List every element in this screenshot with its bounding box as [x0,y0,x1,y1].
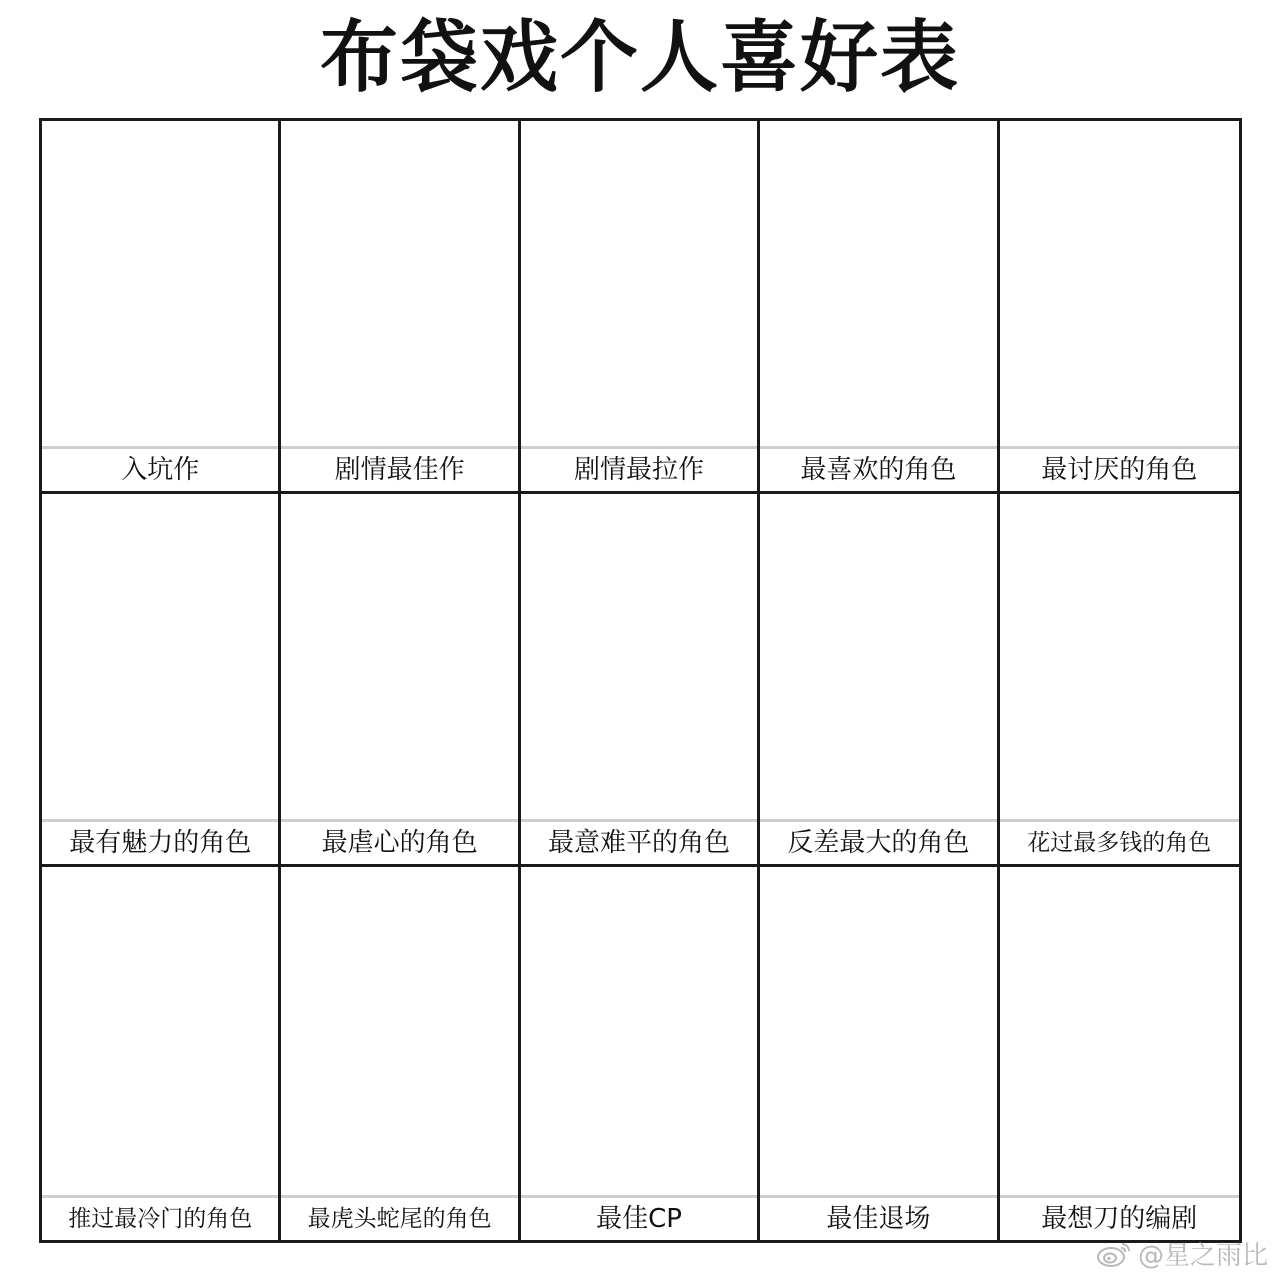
cell-image-area[interactable] [42,867,278,1195]
grid-cell[interactable] [42,121,281,494]
cell-image-area[interactable] [42,121,278,446]
watermark-text: @星之雨比 [1137,1241,1268,1271]
cell-image-area[interactable] [521,494,757,819]
grid-cell[interactable] [1000,121,1239,494]
cell-label: 最意难平的角色 [521,819,757,864]
cell-image-area[interactable] [281,867,517,1195]
cell-image-area[interactable] [760,867,996,1195]
cell-image-area[interactable] [281,494,517,819]
cell-label: 最佳CP [521,1195,757,1240]
cell-image-area[interactable] [281,121,517,446]
grid-cell[interactable] [521,867,760,1240]
cell-label: 最佳退场 [760,1195,996,1240]
cell-label: 最讨厌的角色 [1000,446,1239,491]
cell-image-area[interactable] [1000,494,1239,819]
grid-cell[interactable] [42,867,281,1240]
grid-cell[interactable] [521,494,760,867]
grid-cell[interactable] [1000,494,1239,867]
cell-label: 剧情最拉作 [521,446,757,491]
cell-image-area[interactable] [760,494,996,819]
page-title: 布袋戏个人喜好表 [319,13,960,103]
cell-label: 剧情最佳作 [281,446,517,491]
cell-image-area[interactable] [760,121,996,446]
grid-cell[interactable] [281,121,520,494]
cell-image-area[interactable] [1000,121,1239,446]
cell-label: 反差最大的角色 [760,819,996,864]
grid-cell[interactable] [1000,867,1239,1240]
grid-cell[interactable] [281,867,520,1240]
weibo-icon [1096,1240,1132,1268]
grid-cell[interactable] [760,494,999,867]
cell-image-area[interactable] [521,867,757,1195]
cell-label: 推过最冷门的角色 [42,1195,278,1240]
cell-label: 最想刀的编剧 [1000,1195,1239,1240]
cell-label: 最喜欢的角色 [760,446,996,491]
grid-cell[interactable] [760,121,999,494]
cell-label: 入坑作 [42,446,278,491]
cell-label: 最有魅力的角色 [42,819,278,864]
watermark [1096,1235,1268,1272]
cell-label: 花过最多钱的角色 [1000,819,1239,864]
cell-label: 最虎头蛇尾的角色 [281,1195,517,1240]
grid-cell[interactable] [760,867,999,1240]
cell-label: 最虐心的角色 [281,819,517,864]
grid-cell[interactable] [521,121,760,494]
cell-image-area[interactable] [1000,867,1239,1195]
grid-cell[interactable] [281,494,520,867]
cell-image-area[interactable] [521,121,757,446]
grid-cell[interactable] [42,494,281,867]
cell-image-area[interactable] [42,494,278,819]
preference-grid [39,118,1242,1243]
